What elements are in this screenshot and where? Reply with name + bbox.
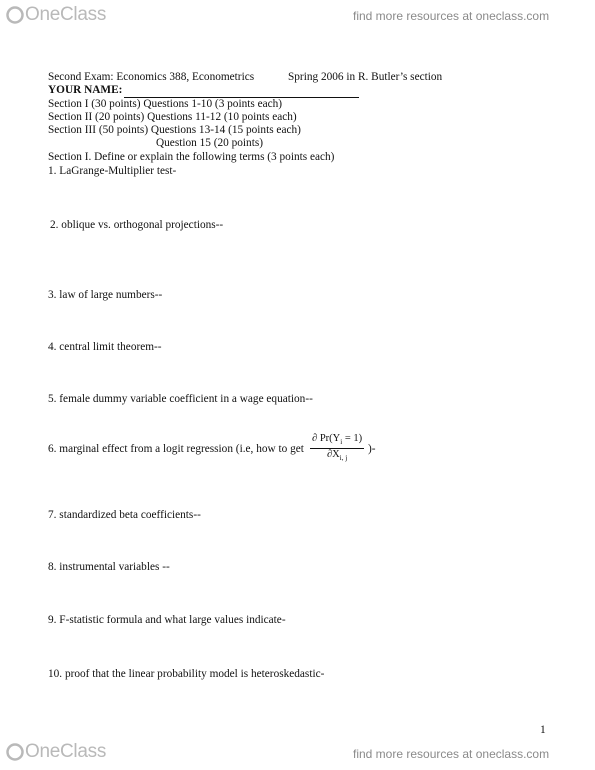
tagline-bottom[interactable]: find more resources at oneclass.com [353, 747, 550, 761]
q6-derivative-fraction [310, 433, 364, 464]
tagline-top[interactable]: find more resources at oneclass.com [353, 9, 550, 23]
oneclass-logo-icon [6, 742, 24, 762]
section-1-instructions: Section I. Define or explain the following terms (3 points each) [48, 151, 335, 163]
question-15-line: Question 15 (20 points) [156, 137, 264, 149]
oneclass-logo-bottom[interactable] [6, 741, 106, 763]
term-line: Spring 2006 in R. Butler’s section [288, 71, 443, 83]
section-1-line: Section I (30 points) Questions 1-10 (3 points each) [48, 98, 283, 110]
question-6-tail: )- [368, 443, 376, 455]
course-line: Second Exam: Economics 388, Econometrics [48, 71, 255, 83]
oneclass-logo-top[interactable] [6, 4, 106, 26]
question-4: 4. central limit theorem-- [48, 341, 162, 353]
fraction-denominator: $\partial X_{i, j}$ [326, 449, 348, 463]
section-2-line: Section II (20 points) Questions 11-12 (10 points each) [48, 111, 297, 123]
question-1: 1. LaGrange-Multiplier test- [48, 165, 177, 177]
question-5: 5. female dummy variable coefficient in a wage equation-- [48, 393, 313, 405]
logo-text: OneClass [25, 4, 107, 25]
question-2: 2. oblique vs. orthogonal projections-- [50, 219, 224, 231]
question-8: 8. instrumental variables -- [48, 561, 170, 573]
name-label: YOUR NAME: [48, 84, 123, 96]
question-10: 10. proof that the linear probability model is heteroskedastic- [48, 668, 325, 680]
question-6: 6. marginal effect from a logit regression (i.e, how to get [48, 443, 304, 455]
page-number: 1 [540, 724, 546, 736]
logo-text: OneClass [25, 741, 107, 762]
section-3-line: Section III (50 points) Questions 13-14 (15 points each) [48, 124, 301, 136]
question-7: 7. standardized beta coefficients-- [48, 509, 201, 521]
question-3: 3. law of large numbers-- [48, 289, 163, 301]
oneclass-logo-icon [6, 5, 24, 25]
fraction-numerator: ∂ $Pr(Y_i = 1)$ [310, 433, 364, 449]
question-9: 9. F-statistic formula and what large values indicate- [48, 614, 286, 626]
